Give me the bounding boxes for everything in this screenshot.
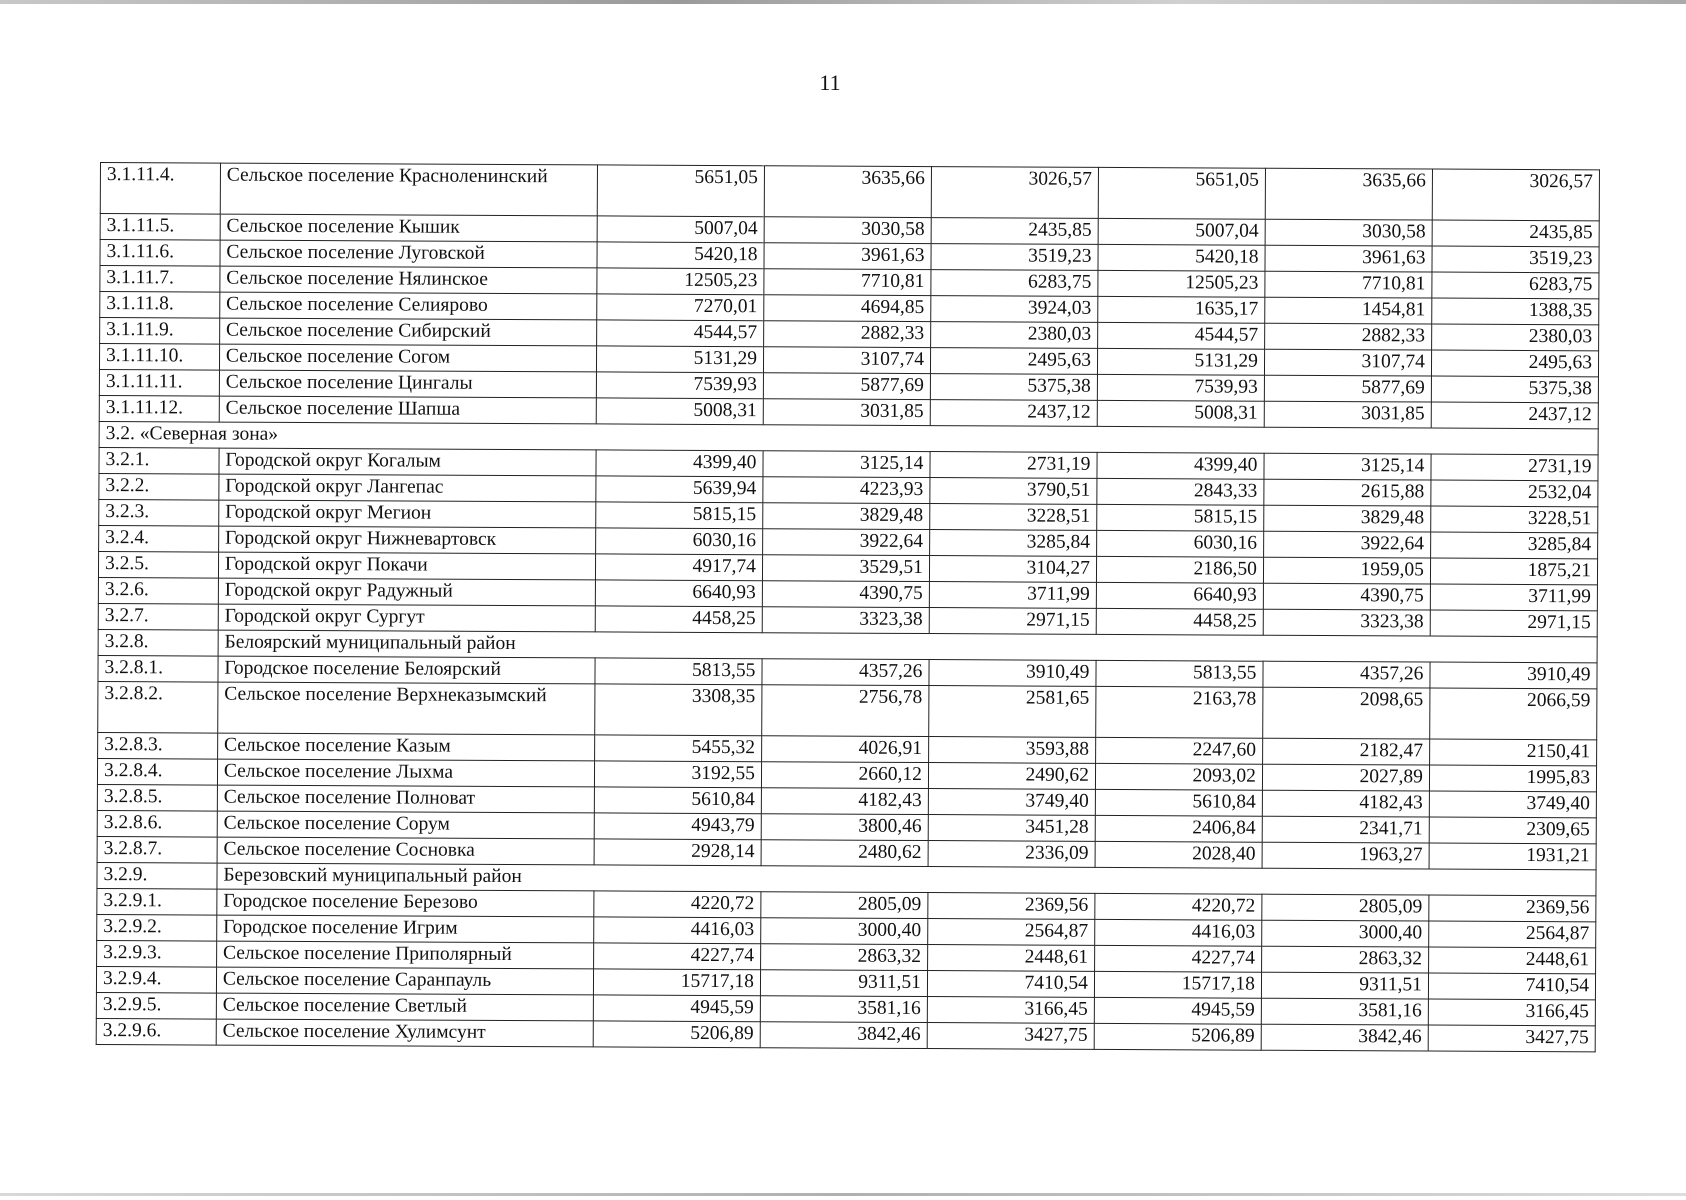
value-cell: 2731,19: [930, 452, 1097, 479]
table-body: [96, 163, 1599, 1052]
value-cell: 3635,66: [1265, 168, 1432, 220]
value-cell: 2247,60: [1095, 737, 1262, 764]
value-cell: 4220,72: [594, 891, 761, 918]
settlement-name: Сельское поселение Сорум: [217, 811, 594, 839]
value-cell: 5651,05: [1098, 167, 1265, 219]
value-cell: 3922,64: [1264, 531, 1431, 558]
value-cell: 2480,62: [761, 840, 928, 867]
row-code: 3.1.11.12.: [99, 395, 219, 422]
value-cell: 1454,81: [1265, 297, 1432, 324]
value-cell: 4357,26: [762, 659, 929, 686]
value-cell: 6030,16: [1097, 530, 1264, 557]
value-cell: 15717,18: [1094, 971, 1261, 998]
value-cell: 3910,49: [929, 660, 1096, 687]
value-cell: 4458,25: [595, 606, 762, 633]
settlement-name: Сельское поселение Согом: [219, 344, 596, 372]
settlement-name: Сельское поселение Красноленинский: [220, 163, 597, 216]
value-cell: 2971,15: [929, 608, 1096, 635]
table-row: [100, 163, 1599, 221]
value-cell: 3635,66: [764, 166, 931, 218]
value-cell: 3026,57: [931, 167, 1098, 219]
value-cell: 2756,78: [762, 685, 929, 737]
value-cell: 4227,74: [1094, 945, 1261, 972]
value-cell: 3000,40: [761, 918, 928, 945]
row-code: 3.1.11.4.: [100, 163, 220, 215]
group-name: Белоярский муниципальный район: [218, 630, 1597, 663]
value-cell: 4458,25: [1096, 608, 1263, 635]
value-cell: 5639,94: [596, 476, 763, 503]
row-code: 3.2.9.1.: [97, 888, 217, 915]
value-cell: 5206,89: [593, 1021, 760, 1048]
value-cell: 9311,51: [1261, 972, 1428, 999]
value-cell: 4220,72: [1095, 893, 1262, 920]
settlement-name: Городское поселение Березово: [217, 889, 594, 917]
row-code: 3.1.11.6.: [100, 240, 220, 267]
value-cell: 5813,55: [595, 658, 762, 685]
value-cell: 2341,71: [1262, 816, 1429, 843]
value-cell: 3323,38: [1263, 609, 1430, 636]
value-cell: 4357,26: [1263, 661, 1430, 688]
value-cell: 1388,35: [1432, 298, 1599, 325]
value-cell: 3125,14: [763, 451, 930, 478]
row-code: 3.1.11.11.: [99, 369, 219, 396]
value-cell: 4917,74: [595, 554, 762, 581]
value-cell: 2435,85: [931, 218, 1098, 245]
value-cell: 3829,48: [1264, 505, 1431, 532]
settlement-name: Сельское поселение Казым: [217, 733, 594, 761]
settlement-name: Сельское поселение Нялинское: [220, 266, 597, 294]
value-cell: 3593,88: [928, 737, 1095, 764]
value-cell: 3910,49: [1430, 662, 1597, 689]
value-cell: 2532,04: [1431, 480, 1598, 507]
settlement-name: Городской округ Сургут: [218, 604, 595, 632]
value-cell: 2437,12: [930, 400, 1097, 427]
value-cell: 5420,18: [1098, 244, 1265, 271]
value-cell: 6640,93: [595, 580, 762, 607]
value-cell: 3790,51: [930, 478, 1097, 505]
row-code: 3.2.3.: [99, 499, 219, 526]
value-cell: 3125,14: [1264, 453, 1431, 480]
value-cell: 4182,43: [1262, 790, 1429, 817]
value-cell: 2660,12: [761, 762, 928, 789]
value-cell: 5375,38: [930, 374, 1097, 401]
settlement-name: Сельское поселение Шапша: [219, 396, 596, 424]
value-cell: 3104,27: [929, 556, 1096, 583]
value-cell: 9311,51: [760, 970, 927, 997]
value-cell: 3581,16: [1261, 998, 1428, 1025]
value-cell: 6283,75: [931, 270, 1098, 297]
value-cell: 5131,29: [1097, 348, 1264, 375]
value-cell: 2027,89: [1262, 764, 1429, 791]
row-code: 3.2.9.2.: [97, 914, 217, 941]
value-cell: 2435,85: [1432, 220, 1599, 247]
value-cell: 2805,09: [761, 892, 928, 919]
value-cell: 12505,23: [1098, 270, 1265, 297]
value-cell: 3451,28: [928, 815, 1095, 842]
value-cell: 3961,63: [1265, 245, 1432, 272]
row-code: 3.2.9.: [97, 862, 217, 889]
value-cell: 5610,84: [594, 787, 761, 814]
page-number: 11: [819, 70, 841, 95]
value-cell: 3519,23: [931, 244, 1098, 271]
settlement-name: Сельское поселение Полноват: [217, 785, 594, 813]
value-cell: 2380,03: [931, 322, 1098, 349]
settlement-name: Городской округ Радужный: [218, 578, 595, 606]
value-cell: 3519,23: [1432, 246, 1599, 273]
settlement-name: Сельское поселение Светлый: [216, 993, 593, 1021]
zone-header: 3.2. «Северная зона»: [99, 421, 1598, 454]
value-cell: 3749,40: [1429, 791, 1596, 818]
value-cell: 2490,62: [928, 763, 1095, 790]
value-cell: 3922,64: [763, 529, 930, 556]
value-cell: 2406,84: [1095, 815, 1262, 842]
value-cell: 7710,81: [1265, 271, 1432, 298]
value-cell: 2882,33: [764, 321, 931, 348]
value-cell: 3030,58: [764, 217, 931, 244]
value-cell: 1875,21: [1430, 558, 1597, 585]
value-cell: 2581,65: [929, 686, 1096, 738]
value-cell: 3228,51: [930, 504, 1097, 531]
value-cell: 2564,87: [1429, 921, 1596, 948]
value-cell: 4945,59: [593, 995, 760, 1022]
value-cell: 2309,65: [1429, 817, 1596, 844]
value-cell: 4227,74: [593, 943, 760, 970]
settlement-name: Сельское поселение Цингалы: [219, 370, 596, 398]
value-cell: 2843,33: [1097, 478, 1264, 505]
value-cell: 12505,23: [597, 268, 764, 295]
value-cell: 6030,16: [596, 528, 763, 555]
row-code: 3.2.8.: [98, 629, 218, 656]
value-cell: 4390,75: [1263, 583, 1430, 610]
value-cell: 2150,41: [1429, 739, 1596, 766]
value-cell: 2863,32: [760, 944, 927, 971]
value-cell: 4026,91: [761, 736, 928, 763]
row-code: 3.2.1.: [99, 447, 219, 474]
row-code: 3.2.8.4.: [97, 758, 217, 785]
value-cell: 2380,03: [1432, 324, 1599, 351]
value-cell: 3961,63: [764, 243, 931, 270]
value-cell: 5815,15: [596, 502, 763, 529]
value-cell: 3026,57: [1432, 169, 1599, 221]
value-cell: 2564,87: [928, 919, 1095, 946]
settlement-name: Сельское поселение Сосновка: [217, 837, 594, 865]
value-cell: 2369,56: [928, 893, 1095, 920]
row-code: 3.2.8.5.: [97, 784, 217, 811]
value-cell: 4416,03: [1095, 919, 1262, 946]
tariff-table: [96, 162, 1600, 1052]
row-code: 3.2.8.1.: [98, 655, 218, 682]
value-cell: 4694,85: [764, 295, 931, 322]
value-cell: 5420,18: [597, 242, 764, 269]
settlement-name: Городское поселение Белоярский: [218, 656, 595, 684]
row-code: 3.2.9.4.: [96, 966, 216, 993]
value-cell: 3529,51: [762, 555, 929, 582]
value-cell: 7539,93: [596, 372, 763, 399]
value-cell: 3031,85: [1264, 401, 1431, 428]
value-cell: 4544,57: [597, 320, 764, 347]
value-cell: 5455,32: [595, 735, 762, 762]
value-cell: 4223,93: [763, 477, 930, 504]
row-code: 3.2.4.: [99, 525, 219, 552]
value-cell: 2028,40: [1095, 841, 1262, 868]
value-cell: 7710,81: [764, 269, 931, 296]
value-cell: 2615,88: [1264, 479, 1431, 506]
settlement-name: Городской округ Мегион: [219, 500, 596, 528]
value-cell: 7539,93: [1097, 374, 1264, 401]
row-code: 3.2.8.7.: [97, 836, 217, 863]
value-cell: 5008,31: [1097, 400, 1264, 427]
value-cell: 2437,12: [1431, 402, 1598, 429]
row-code: 3.2.2.: [99, 473, 219, 500]
value-cell: 1931,21: [1429, 843, 1596, 870]
settlement-name: Сельское поселение Кышик: [220, 214, 597, 242]
value-cell: 2928,14: [594, 839, 761, 866]
value-cell: 5877,69: [763, 373, 930, 400]
value-cell: 5815,15: [1097, 504, 1264, 531]
row-code: 3.1.11.10.: [99, 344, 219, 371]
value-cell: 2336,09: [928, 841, 1095, 868]
value-cell: 3285,84: [1431, 532, 1598, 559]
row-code: 3.2.9.6.: [96, 1018, 216, 1045]
value-cell: 1959,05: [1263, 557, 1430, 584]
value-cell: 5813,55: [1096, 660, 1263, 687]
value-cell: 4945,59: [1094, 997, 1261, 1024]
value-cell: 2448,61: [927, 945, 1094, 972]
value-cell: 4399,40: [596, 450, 763, 477]
value-cell: 7410,54: [1428, 973, 1595, 1000]
value-cell: 2369,56: [1429, 895, 1596, 922]
value-cell: 2971,15: [1430, 610, 1597, 637]
value-cell: 1963,27: [1262, 842, 1429, 869]
value-cell: 3192,55: [594, 761, 761, 788]
settlement-name: Городской округ Нижневартовск: [218, 526, 595, 554]
value-cell: 2163,78: [1096, 686, 1263, 738]
value-cell: 4399,40: [1097, 452, 1264, 479]
value-cell: 3308,35: [595, 684, 762, 736]
value-cell: 4416,03: [594, 917, 761, 944]
row-code: 3.2.8.3.: [98, 732, 218, 759]
value-cell: 6640,93: [1096, 582, 1263, 609]
value-cell: 2186,50: [1096, 556, 1263, 583]
value-cell: 5375,38: [1431, 376, 1598, 403]
value-cell: 3107,74: [1264, 349, 1431, 376]
row-code: 3.1.11.9.: [100, 318, 220, 345]
value-cell: 2863,32: [1261, 946, 1428, 973]
value-cell: 4390,75: [762, 581, 929, 608]
settlement-name: Сельское поселение Верхнеказымский: [218, 682, 595, 735]
value-cell: 3107,74: [763, 347, 930, 374]
group-name: Березовский муниципальный район: [217, 863, 1596, 896]
value-cell: 5610,84: [1095, 789, 1262, 816]
value-cell: 5877,69: [1264, 375, 1431, 402]
value-cell: 2093,02: [1095, 763, 1262, 790]
value-cell: 6283,75: [1432, 272, 1599, 299]
value-cell: 2098,65: [1263, 687, 1430, 739]
value-cell: 3924,03: [931, 296, 1098, 323]
value-cell: 3800,46: [761, 814, 928, 841]
value-cell: 3031,85: [763, 399, 930, 426]
value-cell: 2066,59: [1430, 688, 1597, 740]
value-cell: 5131,29: [596, 346, 763, 373]
value-cell: 3000,40: [1262, 920, 1429, 947]
value-cell: 4182,43: [761, 788, 928, 815]
value-cell: 3285,84: [930, 530, 1097, 557]
row-code: 3.2.7.: [98, 603, 218, 630]
value-cell: 2448,61: [1428, 947, 1595, 974]
value-cell: 3749,40: [928, 789, 1095, 816]
value-cell: 7410,54: [927, 971, 1094, 998]
row-code: 3.2.9.5.: [96, 992, 216, 1019]
value-cell: 1635,17: [1098, 296, 1265, 323]
settlement-name: Городской округ Лангепас: [219, 474, 596, 502]
settlement-name: Сельское поселение Сибирский: [219, 318, 596, 346]
value-cell: 2495,63: [930, 348, 1097, 375]
row-code: 3.2.9.3.: [97, 940, 217, 967]
value-cell: 5651,05: [597, 165, 764, 217]
value-cell: 2882,33: [1265, 323, 1432, 350]
row-code: 3.2.5.: [98, 551, 218, 578]
value-cell: 5008,31: [596, 398, 763, 425]
row-code: 3.2.8.2.: [98, 681, 218, 733]
scan-edge-bottom: [0, 1193, 1686, 1196]
value-cell: 2805,09: [1262, 894, 1429, 921]
value-cell: 2182,47: [1262, 738, 1429, 765]
row-code: 3.1.11.5.: [100, 214, 220, 241]
value-cell: 3581,16: [760, 996, 927, 1023]
value-cell: 3228,51: [1431, 506, 1598, 533]
value-cell: 3427,75: [1428, 1025, 1595, 1052]
settlement-name: Сельское поселение Селиярово: [220, 292, 597, 320]
value-cell: 3829,48: [763, 503, 930, 530]
settlement-name: Сельское поселение Луговской: [220, 240, 597, 268]
value-cell: 3842,46: [1261, 1024, 1428, 1051]
value-cell: 5007,04: [597, 216, 764, 243]
table-row: [98, 681, 1597, 739]
settlement-name: Городской округ Когалым: [219, 448, 596, 476]
value-cell: 3323,38: [762, 607, 929, 634]
value-cell: 4943,79: [594, 813, 761, 840]
value-cell: 5007,04: [1098, 218, 1265, 245]
value-cell: 2731,19: [1431, 454, 1598, 481]
value-cell: 15717,18: [593, 969, 760, 996]
value-cell: 4544,57: [1098, 322, 1265, 349]
settlement-name: Сельское поселение Приполярный: [216, 941, 593, 969]
value-cell: 3030,58: [1265, 219, 1432, 246]
value-cell: 3166,45: [1428, 999, 1595, 1026]
value-cell: 7270,01: [597, 294, 764, 321]
settlement-name: Сельское поселение Саранпауль: [216, 967, 593, 995]
settlement-name: Городское поселение Игрим: [217, 915, 594, 943]
settlement-name: Городской округ Покачи: [218, 552, 595, 580]
value-cell: 2495,63: [1431, 350, 1598, 377]
row-code: 3.2.6.: [98, 577, 218, 604]
value-cell: 5206,89: [1094, 1023, 1261, 1050]
value-cell: 1995,83: [1429, 765, 1596, 792]
row-code: 3.1.11.7.: [100, 266, 220, 293]
value-cell: 3427,75: [927, 1023, 1094, 1050]
value-cell: 3711,99: [929, 582, 1096, 609]
settlement-name: Сельское поселение Лыхма: [217, 759, 594, 787]
value-cell: 3842,46: [760, 1022, 927, 1049]
value-cell: 3711,99: [1430, 584, 1597, 611]
row-code: 3.1.11.8.: [100, 292, 220, 319]
settlement-name: Сельское поселение Хулимсунт: [216, 1019, 593, 1047]
value-cell: 3166,45: [927, 997, 1094, 1024]
row-code: 3.2.8.6.: [97, 810, 217, 837]
scan-edge-top: [0, 0, 1686, 4]
